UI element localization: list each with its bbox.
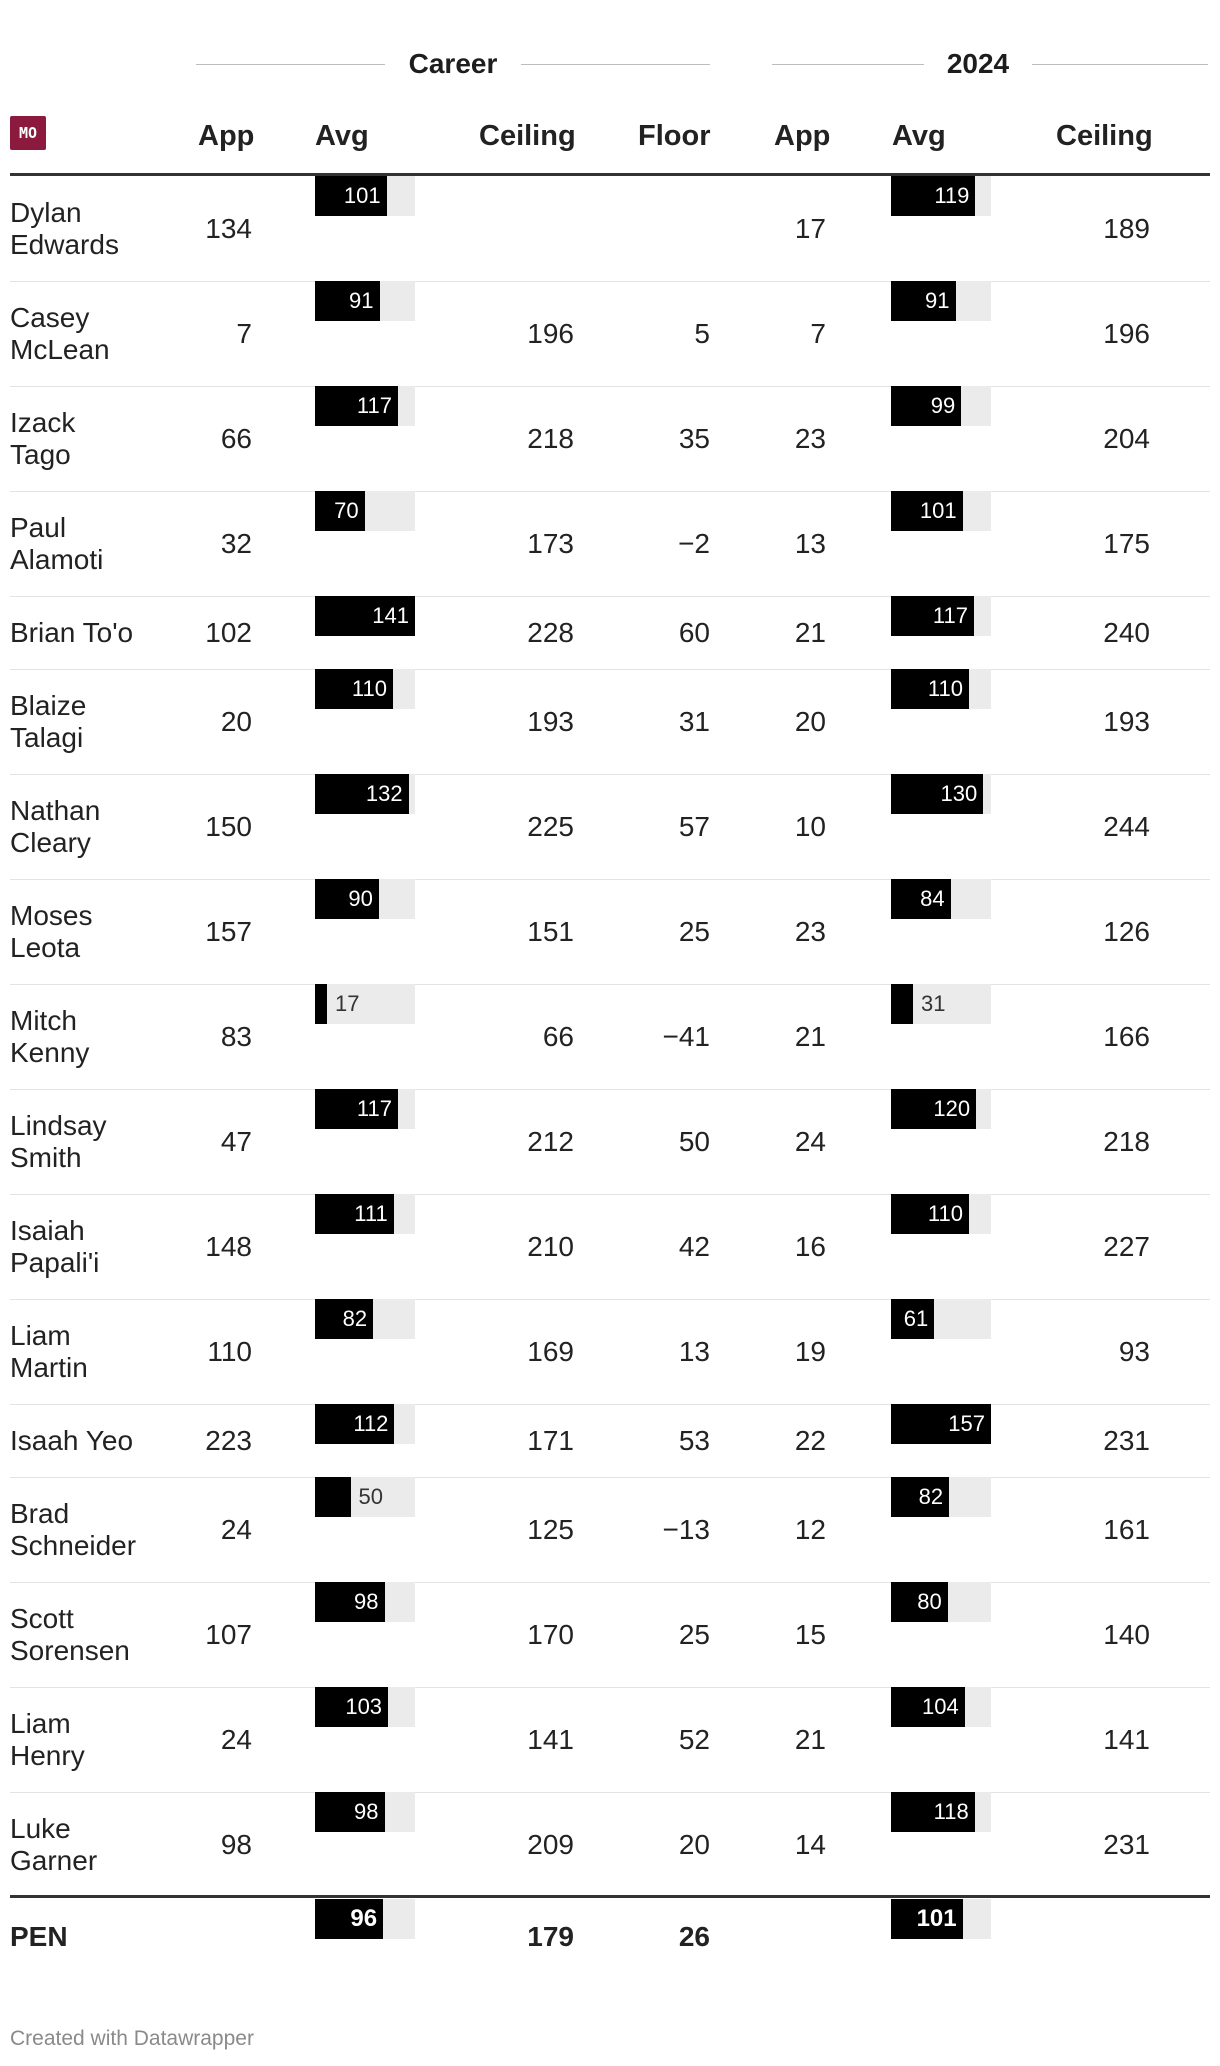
player-name-line: Smith (10, 1141, 82, 1173)
career-avg-bar-label: 98 (354, 1799, 379, 1824)
season-app: 14 (794, 1828, 826, 1860)
career-app: 134 (205, 212, 252, 244)
career-app: 47 (220, 1125, 252, 1157)
table-row (10, 1404, 1210, 1478)
total-divider (10, 1895, 1210, 1898)
season-ceiling: 166 (1103, 1020, 1150, 1052)
player-name-line: Brad (10, 1497, 70, 1529)
season-avg-bar (891, 1194, 991, 1234)
career-app: 98 (220, 1828, 252, 1860)
season-app: 15 (794, 1618, 826, 1650)
career-ceiling: 151 (527, 915, 574, 947)
player-name-text (10, 1708, 85, 1772)
season-avg-bar-label: 82 (918, 1484, 944, 1509)
career-floor: 42 (678, 1230, 710, 1262)
season-avg-bar (891, 176, 991, 216)
career-floor: 20 (678, 1828, 710, 1860)
table-row (10, 596, 1210, 670)
table-row (10, 669, 1210, 775)
season-avg-bar (891, 774, 991, 814)
career-ceiling: 171 (527, 1424, 574, 1456)
career-avg-bar-label: 90 (348, 886, 373, 911)
career-ceiling: 210 (527, 1230, 574, 1262)
season-ceiling: 204 (1103, 422, 1150, 454)
career-ceiling: 125 (527, 1513, 574, 1545)
table-row (10, 176, 1210, 282)
table-row (10, 984, 1210, 1090)
season-app: 12 (794, 1513, 826, 1545)
career-ceiling: 218 (527, 422, 574, 454)
player-name-text (10, 690, 86, 754)
table-row (10, 1582, 1210, 1688)
player-name-text (10, 197, 119, 261)
table-row (10, 879, 1210, 985)
group-header-career (196, 44, 710, 84)
header-2024-ceiling: Ceiling (1056, 120, 1153, 152)
season-ceiling: 218 (1103, 1125, 1150, 1157)
career-avg-bar (315, 774, 415, 814)
player-name-text (10, 1498, 136, 1562)
career-avg-bar-label: 70 (334, 498, 359, 523)
career-floor: 25 (678, 915, 710, 947)
career-ceiling: 141 (527, 1723, 574, 1755)
season-app: 24 (794, 1125, 826, 1157)
table-row (10, 1194, 1210, 1300)
career-avg-bar (315, 1582, 415, 1622)
career-avg-bar (315, 669, 415, 709)
career-avg-bar (315, 596, 415, 636)
season-app: 23 (794, 915, 826, 947)
career-floor: −13 (662, 1513, 710, 1545)
player-name-line: Mitch (10, 1004, 77, 1036)
career-app (132, 1899, 252, 1975)
player-name-line: Blaize (10, 689, 87, 721)
player-name-text (10, 1110, 107, 1174)
season-avg-bar-label: 117 (932, 603, 968, 628)
player-name-line: Lindsay (10, 1109, 107, 1141)
player-name-line: Izack (10, 406, 76, 438)
career-ceiling: 225 (527, 810, 574, 842)
career-app: 7 (236, 317, 252, 349)
career-avg-bar-fill (315, 1477, 351, 1517)
career-avg-bar-label: 132 (365, 781, 403, 806)
career-avg-bar-label: 82 (342, 1306, 368, 1331)
season-avg-bar (891, 1477, 991, 1517)
season-avg-bar-label: 91 (925, 288, 950, 313)
table-row-total (10, 1899, 1210, 1975)
player-name-text (10, 407, 75, 471)
career-avg-bar-fill (315, 984, 327, 1024)
player-name-line: Papali'i (10, 1246, 100, 1278)
player-name-line: Moses (10, 899, 93, 931)
player-name-line: Liam (10, 1707, 71, 1739)
player-name-line: Paul (10, 511, 67, 543)
season-ceiling: 189 (1103, 212, 1150, 244)
table-row (10, 1299, 1210, 1405)
career-avg-bar (315, 491, 415, 531)
player-name-text (10, 512, 103, 576)
season-avg-bar-label: 80 (917, 1589, 942, 1614)
career-ceiling (454, 176, 574, 281)
season-avg-bar (891, 1299, 991, 1339)
career-avg-bar (315, 984, 415, 1024)
player-name-text (10, 1005, 89, 1069)
career-avg-bar (315, 1194, 415, 1234)
season-ceiling: 240 (1103, 616, 1150, 648)
season-avg-bar-label: 99 (930, 393, 956, 418)
career-ceiling: 209 (527, 1828, 574, 1860)
table-row (10, 774, 1210, 880)
career-avg-bar (315, 1299, 415, 1339)
player-name-line: PEN (10, 1921, 68, 1952)
career-avg-bar (315, 1792, 415, 1832)
season-avg-bar-label: 120 (933, 1096, 971, 1121)
career-avg-bar (315, 386, 415, 426)
player-name-line: Nathan (10, 794, 101, 826)
career-app: 83 (220, 1020, 252, 1052)
career-avg-bar-label: 103 (345, 1694, 383, 1719)
season-avg-bar (891, 669, 991, 709)
season-ceiling: 175 (1103, 527, 1150, 559)
season-ceiling: 140 (1103, 1618, 1150, 1650)
player-name-line: Isaah Yeo (10, 1424, 134, 1456)
season-avg-bar (891, 1792, 991, 1832)
player-name-text (10, 1813, 97, 1877)
player-name-text (10, 1215, 99, 1279)
player-name-line: Scott (10, 1602, 74, 1634)
season-app: 7 (810, 317, 826, 349)
career-app: 32 (220, 527, 252, 559)
career-floor: 31 (678, 705, 710, 737)
career-avg-bar-label: 17 (335, 991, 360, 1016)
season-avg-bar (891, 596, 991, 636)
group-header-2024 (772, 44, 1208, 84)
career-avg-bar (315, 1089, 415, 1129)
season-app: 20 (794, 705, 826, 737)
season-app: 16 (794, 1230, 826, 1262)
career-app: 110 (207, 1335, 252, 1367)
career-avg-bar-label: 117 (356, 1096, 392, 1121)
career-avg-bar-label: 96 (350, 1905, 378, 1932)
footer-credit: Created with Datawrapper (10, 2027, 254, 2050)
group-label-2024: 2024 (924, 44, 1032, 84)
season-app: 21 (794, 616, 826, 648)
season-avg-bar (891, 1899, 991, 1939)
season-avg-bar-label: 110 (927, 676, 963, 701)
career-app: 223 (205, 1424, 252, 1456)
career-avg-bar (315, 281, 415, 321)
career-app: 150 (205, 810, 252, 842)
career-app: 24 (220, 1723, 252, 1755)
season-app: 10 (794, 810, 826, 842)
season-avg-bar-label: 157 (948, 1411, 985, 1436)
season-ceiling (1030, 1899, 1150, 1975)
season-ceiling: 93 (1118, 1335, 1150, 1367)
career-avg-bar-label: 111 (354, 1201, 388, 1226)
season-app: 21 (794, 1723, 826, 1755)
career-app: 107 (205, 1618, 252, 1650)
season-avg-bar (891, 281, 991, 321)
career-avg-bar (315, 1477, 415, 1517)
season-avg-bar-label: 84 (920, 886, 945, 911)
career-floor: 53 (678, 1424, 710, 1456)
season-avg-bar-label: 118 (933, 1799, 969, 1824)
career-avg-bar-label: 98 (354, 1589, 379, 1614)
header-career-app: App (198, 120, 255, 152)
player-name-text (10, 900, 92, 964)
player-name-line: Luke (10, 1812, 71, 1844)
season-app: 22 (794, 1424, 826, 1456)
group-label-career: Career (385, 44, 521, 84)
season-avg-bar-label: 101 (916, 1905, 957, 1932)
table-row (10, 491, 1210, 597)
player-name-line: Dylan (10, 196, 82, 228)
career-app: 20 (220, 705, 252, 737)
career-floor: −41 (662, 1020, 710, 1052)
career-app: 148 (205, 1230, 252, 1262)
season-avg-bar-label: 101 (919, 498, 957, 523)
career-avg-bar-label: 50 (358, 1484, 383, 1509)
season-avg-bar-label: 104 (922, 1694, 959, 1719)
season-avg-bar (891, 1404, 991, 1444)
table-row (10, 281, 1210, 387)
player-name-text (10, 1603, 130, 1667)
season-ceiling: 196 (1103, 317, 1150, 349)
season-ceiling: 193 (1103, 705, 1150, 737)
header-career-floor: Floor (638, 120, 711, 152)
career-app: 24 (220, 1513, 252, 1545)
player-name-text (10, 302, 110, 366)
player-name-text (10, 795, 100, 859)
career-ceiling: 173 (527, 527, 574, 559)
career-app: 157 (205, 915, 252, 947)
player-name-line: Tago (10, 438, 71, 470)
season-avg-bar (891, 491, 991, 531)
player-name-line: Kenny (10, 1036, 90, 1068)
season-ceiling: 141 (1103, 1723, 1150, 1755)
season-avg-bar-fill (891, 984, 913, 1024)
season-avg-bar (891, 984, 991, 1024)
season-app (706, 1899, 826, 1975)
season-app: 19 (794, 1335, 826, 1367)
career-ceiling: 66 (542, 1020, 574, 1052)
player-name-text (10, 1921, 68, 1953)
season-avg-bar-label: 119 (934, 183, 970, 208)
season-ceiling: 227 (1103, 1230, 1150, 1262)
career-floor: −2 (678, 527, 710, 559)
career-avg-bar-label: 117 (356, 393, 392, 418)
season-app: 23 (794, 422, 826, 454)
header-career-avg: Avg (315, 120, 369, 152)
career-ceiling: 196 (527, 317, 574, 349)
season-app: 21 (794, 1020, 826, 1052)
player-name-line: Cleary (10, 826, 91, 858)
player-name-line: Alamoti (10, 543, 104, 575)
career-floor: 50 (678, 1125, 710, 1157)
season-ceiling: 126 (1103, 915, 1150, 947)
season-avg-bar (891, 1582, 991, 1622)
player-name-line: Sorensen (10, 1634, 130, 1666)
career-avg-bar-label: 91 (349, 288, 374, 313)
table-row (10, 1792, 1210, 1898)
season-ceiling: 231 (1103, 1828, 1150, 1860)
player-name-line: Isaiah (10, 1214, 85, 1246)
career-ceiling: 193 (527, 705, 574, 737)
season-avg-bar-label: 130 (940, 781, 978, 806)
season-ceiling: 161 (1103, 1513, 1150, 1545)
player-name-line: Leota (10, 931, 81, 963)
career-ceiling: 179 (527, 1921, 574, 1952)
career-avg-bar-label: 141 (372, 603, 409, 628)
career-avg-bar (315, 1899, 415, 1939)
career-avg-bar-label: 101 (343, 183, 381, 208)
season-avg-bar (891, 1687, 991, 1727)
player-name-line: Henry (10, 1739, 85, 1771)
career-floor: 57 (678, 810, 710, 842)
player-name-line: Edwards (10, 228, 119, 260)
career-avg-bar (315, 1404, 415, 1444)
career-avg-bar (315, 1687, 415, 1727)
team-badge: MO (10, 116, 46, 150)
career-ceiling: 170 (527, 1618, 574, 1650)
table-row (10, 1687, 1210, 1793)
season-avg-bar-label: 61 (903, 1306, 929, 1331)
season-ceiling: 231 (1103, 1424, 1150, 1456)
player-name-line: Casey (10, 301, 90, 333)
table-row (10, 1089, 1210, 1195)
header-2024-avg: Avg (892, 120, 946, 152)
player-name-text (10, 1320, 88, 1384)
career-floor: 35 (678, 422, 710, 454)
season-avg-bar-label: 31 (920, 991, 946, 1016)
career-floor (590, 176, 710, 281)
player-name-line: Liam (10, 1319, 71, 1351)
header-career-ceiling: Ceiling (479, 120, 576, 152)
career-floor: 26 (678, 1921, 710, 1952)
season-avg-bar (891, 1089, 991, 1129)
career-avg-bar (315, 879, 415, 919)
career-ceiling: 228 (527, 616, 574, 648)
season-avg-bar (891, 386, 991, 426)
season-app: 17 (794, 212, 826, 244)
season-avg-bar (891, 879, 991, 919)
career-floor: 60 (678, 616, 710, 648)
career-avg-bar-label: 112 (353, 1411, 389, 1436)
career-avg-bar-label: 110 (351, 676, 387, 701)
career-ceiling: 169 (527, 1335, 574, 1367)
career-avg-bar (315, 176, 415, 216)
career-app: 66 (220, 422, 252, 454)
season-avg-bar-label: 110 (927, 1201, 963, 1226)
player-name-line: Martin (10, 1351, 88, 1383)
career-floor: 13 (678, 1335, 710, 1367)
career-floor: 5 (694, 317, 710, 349)
career-app: 102 (205, 616, 252, 648)
player-name-line: Schneider (10, 1529, 137, 1561)
career-floor: 52 (678, 1723, 710, 1755)
player-name-text (10, 1425, 133, 1457)
table-row (10, 386, 1210, 492)
player-name-line: Garner (10, 1844, 98, 1876)
season-ceiling: 244 (1103, 810, 1150, 842)
player-name-text (10, 617, 133, 649)
player-name-line: Brian To'o (10, 616, 134, 648)
player-name-line: Talagi (10, 721, 84, 753)
player-name-line: McLean (10, 333, 110, 365)
career-floor: 25 (678, 1618, 710, 1650)
season-app: 13 (794, 527, 826, 559)
header-2024-app: App (774, 120, 831, 152)
table-row (10, 1477, 1210, 1583)
career-ceiling: 212 (527, 1125, 574, 1157)
